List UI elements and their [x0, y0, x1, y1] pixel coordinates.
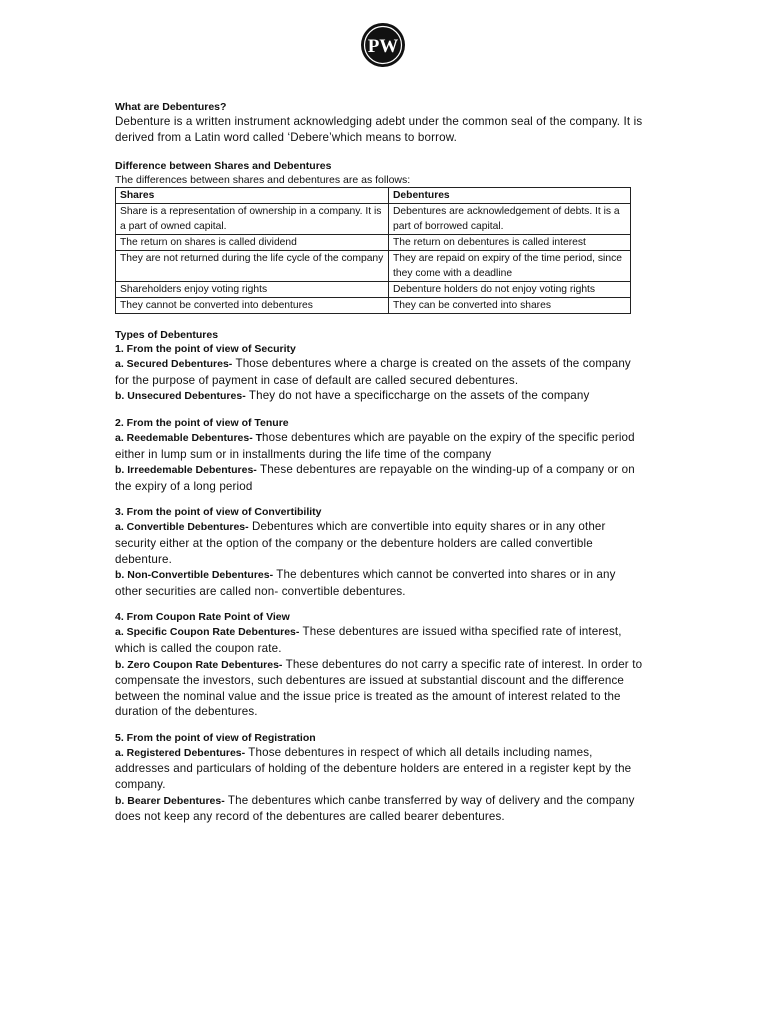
- section-title: 1. From the point of view of Security: [115, 343, 296, 356]
- table-header-row: [116, 188, 631, 204]
- table-cell: Share is a representation of ownership in a company. It is a part of owned capital.: [116, 204, 389, 235]
- table-cell: Debenture holders do not enjoy voting rights: [389, 282, 631, 298]
- definition-item: [115, 745, 645, 793]
- table-cell: They can be converted into shares: [389, 298, 631, 314]
- definition-item: [115, 624, 645, 656]
- column-header-shares: Shares: [116, 188, 389, 204]
- pw-logo: [360, 22, 406, 68]
- definition-label: a. Reedemable Debentures- T: [115, 431, 263, 444]
- table-cell: The return on shares is called dividend: [116, 235, 389, 251]
- difference-lead: The differences between shares and debentures are as follows:: [115, 174, 411, 187]
- definition-label: b. Non-Convertible Debentures-: [115, 569, 274, 582]
- document-body: [115, 100, 645, 825]
- definition-text: They do not have a specificcharge on the assets of the company: [245, 389, 590, 403]
- definition-text: These debentures are issued witha specified rate of interest, which is called the coupon rate.: [115, 625, 622, 655]
- definition-label: b. Zero Coupon Rate Debentures-: [115, 658, 283, 671]
- intro-text: Debenture is a written instrument acknowledging adebt under the common seal of the company. It is derived from a Latin word called ‘Debere’which means to borrow.: [115, 115, 643, 144]
- definition-item: [115, 793, 645, 825]
- definition-label: a. Registered Debentures-: [115, 746, 246, 759]
- definition-text: These debentures do not carry a specific rate of interest. In order to compensate the investors, such debentures are issued at substantial discount and the difference between the nominal value and the issue price is treated as the amount of interest related to the duration of the debentures.: [115, 657, 643, 719]
- definition-label: b. Unsecured Debentures-: [115, 390, 246, 403]
- table-cell: They are not returned during the life cycle of the company: [116, 251, 389, 282]
- definition-item: [115, 519, 645, 567]
- table-row: [116, 282, 631, 298]
- definition-text: The debentures which cannot be converted into shares or in any other securities are called non- convertible debentures.: [115, 568, 616, 598]
- definition-label: a. Convertible Debentures-: [115, 521, 249, 534]
- table-row: [116, 251, 631, 282]
- types-heading: Types of Debentures: [115, 329, 219, 342]
- section-title: 3. From the point of view of Convertibility: [115, 506, 322, 519]
- column-header-debentures: Debentures: [389, 188, 631, 204]
- definition-text: These debentures are repayable on the winding-up of a company or on the expiry of a long period: [115, 463, 635, 493]
- definition-item: [115, 388, 645, 405]
- comparison-table: [115, 187, 631, 314]
- table-row: [116, 298, 631, 314]
- table-cell: The return on debentures is called interest: [389, 235, 631, 251]
- table-cell: Shareholders enjoy voting rights: [116, 282, 389, 298]
- table-cell: Debentures are acknowledgement of debts. It is a part of borrowed capital.: [389, 204, 631, 235]
- table-row: [116, 235, 631, 251]
- definition-text: hose debentures which are payable on the expiry of the specific period either in lump sum or in installments during the life time of the company: [115, 430, 635, 461]
- definition-label: a. Secured Debentures-: [115, 358, 233, 371]
- table-row: [116, 204, 631, 235]
- difference-heading: Difference between Shares and Debentures: [115, 160, 332, 173]
- definition-text: The debentures which canbe transferred by way of delivery and the company does not keep any record of the debentures are called bearer debentures.: [115, 793, 635, 824]
- logo-text: PW: [367, 36, 399, 57]
- definition-label: b. Bearer Debentures-: [115, 794, 225, 807]
- section-title: 4. From Coupon Rate Point of View: [115, 611, 290, 624]
- definition-item: [115, 462, 645, 494]
- definition-text: Those debentures where a charge is created on the assets of the company for the purpose of payment in case of default are called secured debentures.: [115, 357, 631, 387]
- definition-item: [115, 356, 645, 388]
- definition-item: [115, 657, 645, 720]
- table-cell: They cannot be converted into debentures: [116, 298, 389, 314]
- table-cell: They are repaid on expiry of the time period, since they come with a deadline: [389, 251, 631, 282]
- intro-heading: What are Debentures?: [115, 101, 227, 113]
- definition-item: [115, 567, 645, 599]
- section-title: 5. From the point of view of Registration: [115, 731, 316, 744]
- definition-text: Those debentures in respect of which all details including names, addresses and particulars of holding of the debenture holders are entered in a register kept by the company.: [115, 745, 632, 792]
- definition-text: Debentures which are convertible into equity shares or in any other security either at the option of the company or the debenture holders are called convertible debenture.: [115, 520, 606, 566]
- section-title: 2. From the point of view of Tenure: [115, 416, 289, 429]
- definition-label: b. Irreedemable Debentures-: [115, 464, 257, 477]
- definition-item: [115, 430, 645, 462]
- definition-label: a. Specific Coupon Rate Debentures-: [115, 626, 300, 639]
